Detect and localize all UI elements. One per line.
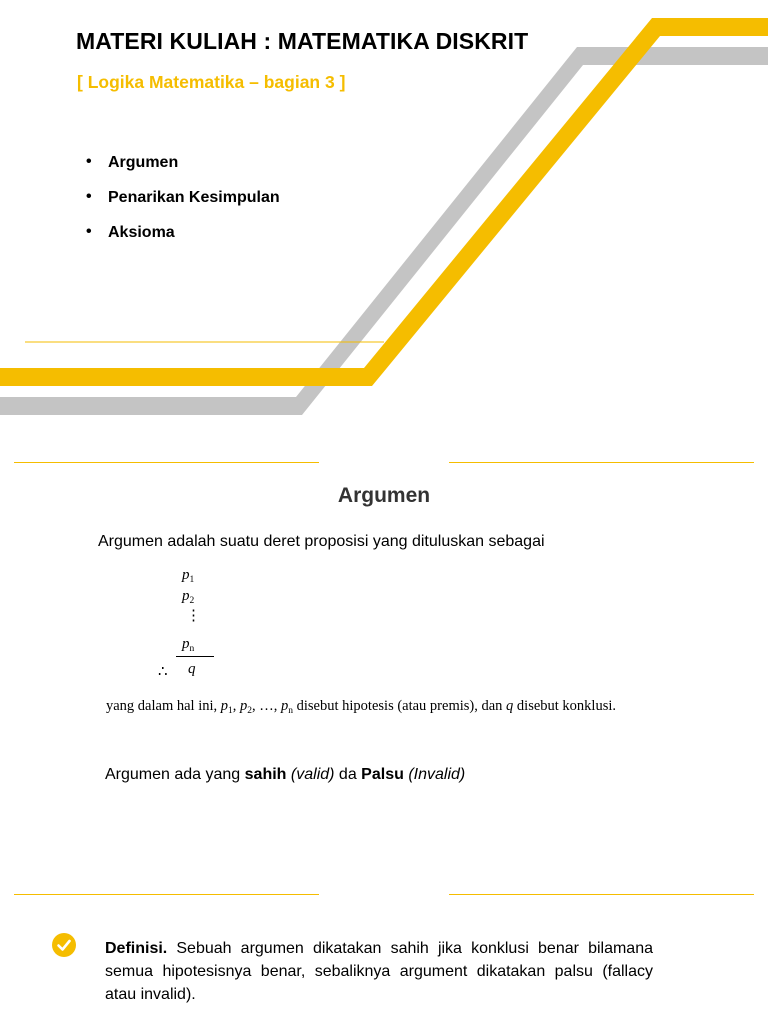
slide-title xyxy=(0,0,768,430)
separator-left xyxy=(14,462,319,463)
list-item-label: Aksioma xyxy=(108,224,175,241)
list-item-label: Penarikan Kesimpulan xyxy=(108,189,280,206)
list-item xyxy=(86,224,280,259)
subtitle: [ Logika Matematika – bagian 3 ] xyxy=(77,72,346,92)
conclusion-rule xyxy=(176,656,214,657)
definition-body: Sebuah argumen dikatakan sahih jika konklusi benar bilamana semua hipotesisnya benar, sebaliknya argument dikatakan palsu (fallacy atau invalid). xyxy=(105,940,653,1003)
premise-2: $p_2$ xyxy=(182,588,195,606)
definition-text xyxy=(105,937,653,1006)
bullet-icon: • xyxy=(86,223,92,240)
list-item-label: Argumen xyxy=(108,154,179,171)
validity-text: Argumen ada yang sahih (valid) da Palsu (Invalid) xyxy=(105,766,466,783)
list-item xyxy=(86,154,280,189)
bullet-icon: • xyxy=(86,188,92,205)
premise-1: $p_1$ xyxy=(182,567,195,585)
section-heading: Argumen xyxy=(337,484,431,507)
definition-label: Definisi. xyxy=(105,940,168,957)
separator-left xyxy=(14,894,319,895)
topic-list xyxy=(86,154,280,259)
therefore-symbol: ∴ xyxy=(158,664,168,680)
list-item xyxy=(86,189,280,224)
separator-right xyxy=(449,462,754,463)
vertical-ellipsis: ⋮ xyxy=(186,608,201,624)
intro-text: Argumen adalah suatu deret proposisi yang dituluskan sebagai xyxy=(98,533,545,550)
page-title: MATERI KULIAH : MATEMATIKA DISKRIT xyxy=(76,28,529,54)
checkmark-circle-icon xyxy=(51,932,77,958)
conclusion: q xyxy=(188,661,196,677)
separator-right xyxy=(449,894,754,895)
bullet-icon: • xyxy=(86,153,92,170)
hypothesis-description: yang dalam hal ini, $p_1$, $p_2$, …, $p_n$ disebut hipotesis (atau premis), dan q disebut konklusi. xyxy=(106,698,617,716)
premise-n: $p_n$ xyxy=(182,636,195,654)
